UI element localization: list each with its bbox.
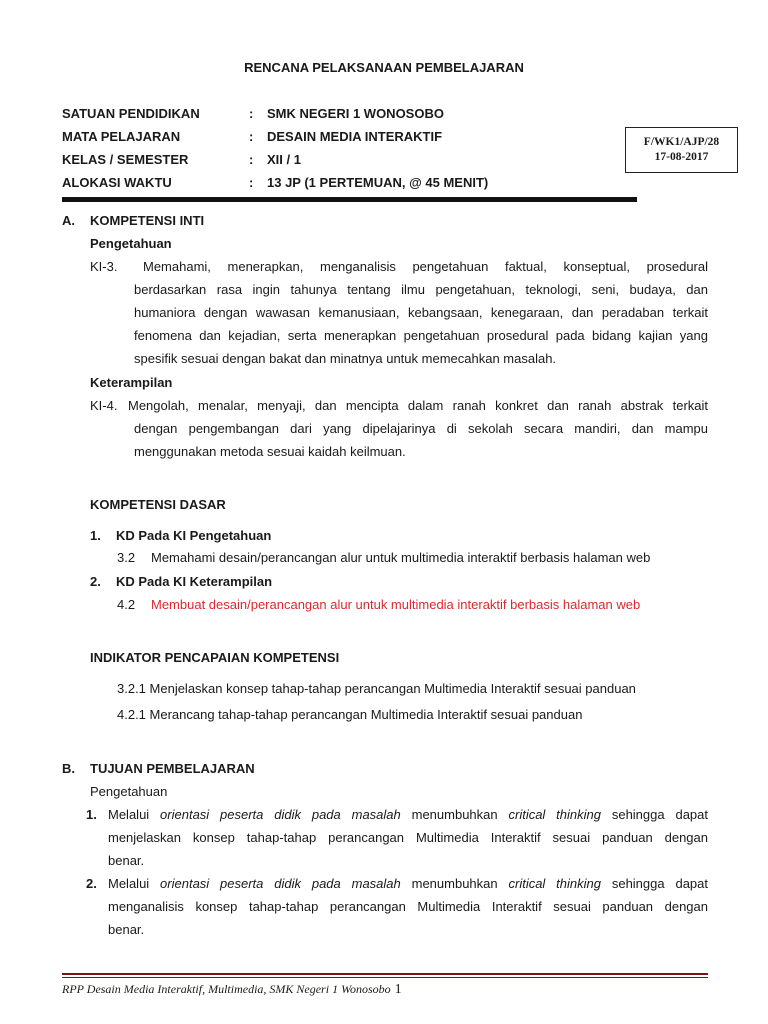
section-a-marker: A. xyxy=(62,213,75,228)
pengetahuan-heading: Pengetahuan xyxy=(90,236,172,251)
tujuan-item-line: Melalui orientasi peserta didik pada masalah menumbuhkan critical thinking sehingga dapat xyxy=(108,807,708,822)
ki4-line: Mengolah, menalar, menyaji, dan mencipta dalam ranah konkret dan ranah abstrak terkait xyxy=(128,398,708,413)
page-number: 1 xyxy=(394,982,402,997)
tujuan-item-number: 2. xyxy=(86,876,97,891)
form-code-box xyxy=(625,127,738,173)
field-value-satuan: SMK NEGERI 1 WONOSOBO xyxy=(267,106,444,121)
tujuan-item-number: 1. xyxy=(86,807,97,822)
field-colon: : xyxy=(249,129,254,144)
header-divider xyxy=(62,197,637,202)
form-code-date: 17-08-2017 xyxy=(654,151,709,163)
field-value-alokasi: 13 JP (1 PERTEMUAN, @ 45 MENIT) xyxy=(267,175,489,190)
section-a-heading: KOMPETENSI INTI xyxy=(90,213,205,228)
section-b-heading: TUJUAN PEMBELAJARAN xyxy=(90,761,255,776)
field-value-kelas: XII / 1 xyxy=(267,152,301,167)
field-colon: : xyxy=(249,175,254,190)
kd-item-number: 1. xyxy=(90,528,101,543)
keterampilan-heading: Keterampilan xyxy=(90,375,173,390)
kd-sub-number: 4.2 xyxy=(117,597,136,612)
tujuan-item-line: menganalisis konsep tahap-tahap perancangan Multimedia Interaktif sesuai panduan dengan xyxy=(108,899,708,914)
field-label-mapel: MATA PELAJARAN xyxy=(62,129,181,144)
field-value-mapel: DESAIN MEDIA INTERAKTIF xyxy=(267,129,443,144)
tujuan-subheading: Pengetahuan xyxy=(90,784,168,799)
field-colon: : xyxy=(249,106,254,121)
field-label-satuan: SATUAN PENDIDIKAN xyxy=(62,106,200,121)
kd-sub-text-highlighted: Membuat desain/perancangan alur untuk multimedia interaktif berbasis halaman web xyxy=(151,597,641,612)
kd-item-title: KD Pada KI Pengetahuan xyxy=(116,528,272,543)
ki4-line: dengan pengembangan dari yang dipelajarinya di sekolah secara mandiri, dan mampu xyxy=(134,421,708,436)
kd-heading: KOMPETENSI DASAR xyxy=(90,497,226,512)
footer-text: RPP Desain Media Interaktif, Multimedia, SMK Negeri 1 Wonosobo xyxy=(62,982,391,996)
kd-sub-text: Memahami desain/perancangan alur untuk multimedia interaktif berbasis halaman web xyxy=(151,550,651,565)
field-label-alokasi: ALOKASI WAKTU xyxy=(62,175,172,190)
ki3-line: humaniora dengan wawasan kemanusiaan, kebangsaan, kenegaraan, dan peradaban terkait xyxy=(134,305,708,320)
field-label-kelas: KELAS / SEMESTER xyxy=(62,152,189,167)
section-b-marker: B. xyxy=(62,761,75,776)
document-title: RENCANA PELAKSANAAN PEMBELAJARAN xyxy=(244,60,524,75)
indikator-item: 3.2.1 Menjelaskan konsep tahap-tahap perancangan Multimedia Interaktif sesuai panduan xyxy=(117,681,636,696)
indikator-item: 4.2.1 Merancang tahap-tahap perancangan Multimedia Interaktif sesuai panduan xyxy=(117,707,583,722)
tujuan-item-line: Melalui orientasi peserta didik pada masalah menumbuhkan critical thinking sehingga dapat xyxy=(108,876,708,891)
field-colon: : xyxy=(249,152,254,167)
kd-item-number: 2. xyxy=(90,574,101,589)
kd-sub-number: 3.2 xyxy=(117,550,136,565)
ki4-label: KI-4. xyxy=(90,398,118,413)
tujuan-item-line: benar. xyxy=(108,853,145,868)
tujuan-item-line: menjelaskan konsep tahap-tahap perancangan Multimedia Interaktif sesuai panduan dengan xyxy=(108,830,708,845)
ki3-label: KI-3. xyxy=(90,259,118,274)
footer xyxy=(62,982,402,998)
indikator-heading: INDIKATOR PENCAPAIAN KOMPETENSI xyxy=(90,650,340,665)
footer-rule xyxy=(62,973,708,975)
ki3-line: spesifik sesuai dengan bakat dan minatnya untuk memecahkan masalah. xyxy=(134,351,557,366)
tujuan-item-line: benar. xyxy=(108,922,145,937)
kd-item-title: KD Pada KI Keterampilan xyxy=(116,574,273,589)
form-code-number: F/WK1/AJP/28 xyxy=(643,136,720,148)
ki3-line: berdasarkan rasa ingin tahunya tentang ilmu pengetahuan, teknologi, seni, budaya, dan xyxy=(134,282,708,297)
ki3-line: Memahami, menerapkan, menganalisis pengetahuan faktual, konseptual, prosedural xyxy=(143,259,708,274)
ki3-line: fenomena dan kejadian, serta menerapkan pengetahuan prosedural pada bidang kajian yang xyxy=(134,328,708,343)
ki4-line: menggunakan metoda sesuai kaidah keilmuan. xyxy=(134,444,406,459)
footer-rule xyxy=(62,977,708,978)
